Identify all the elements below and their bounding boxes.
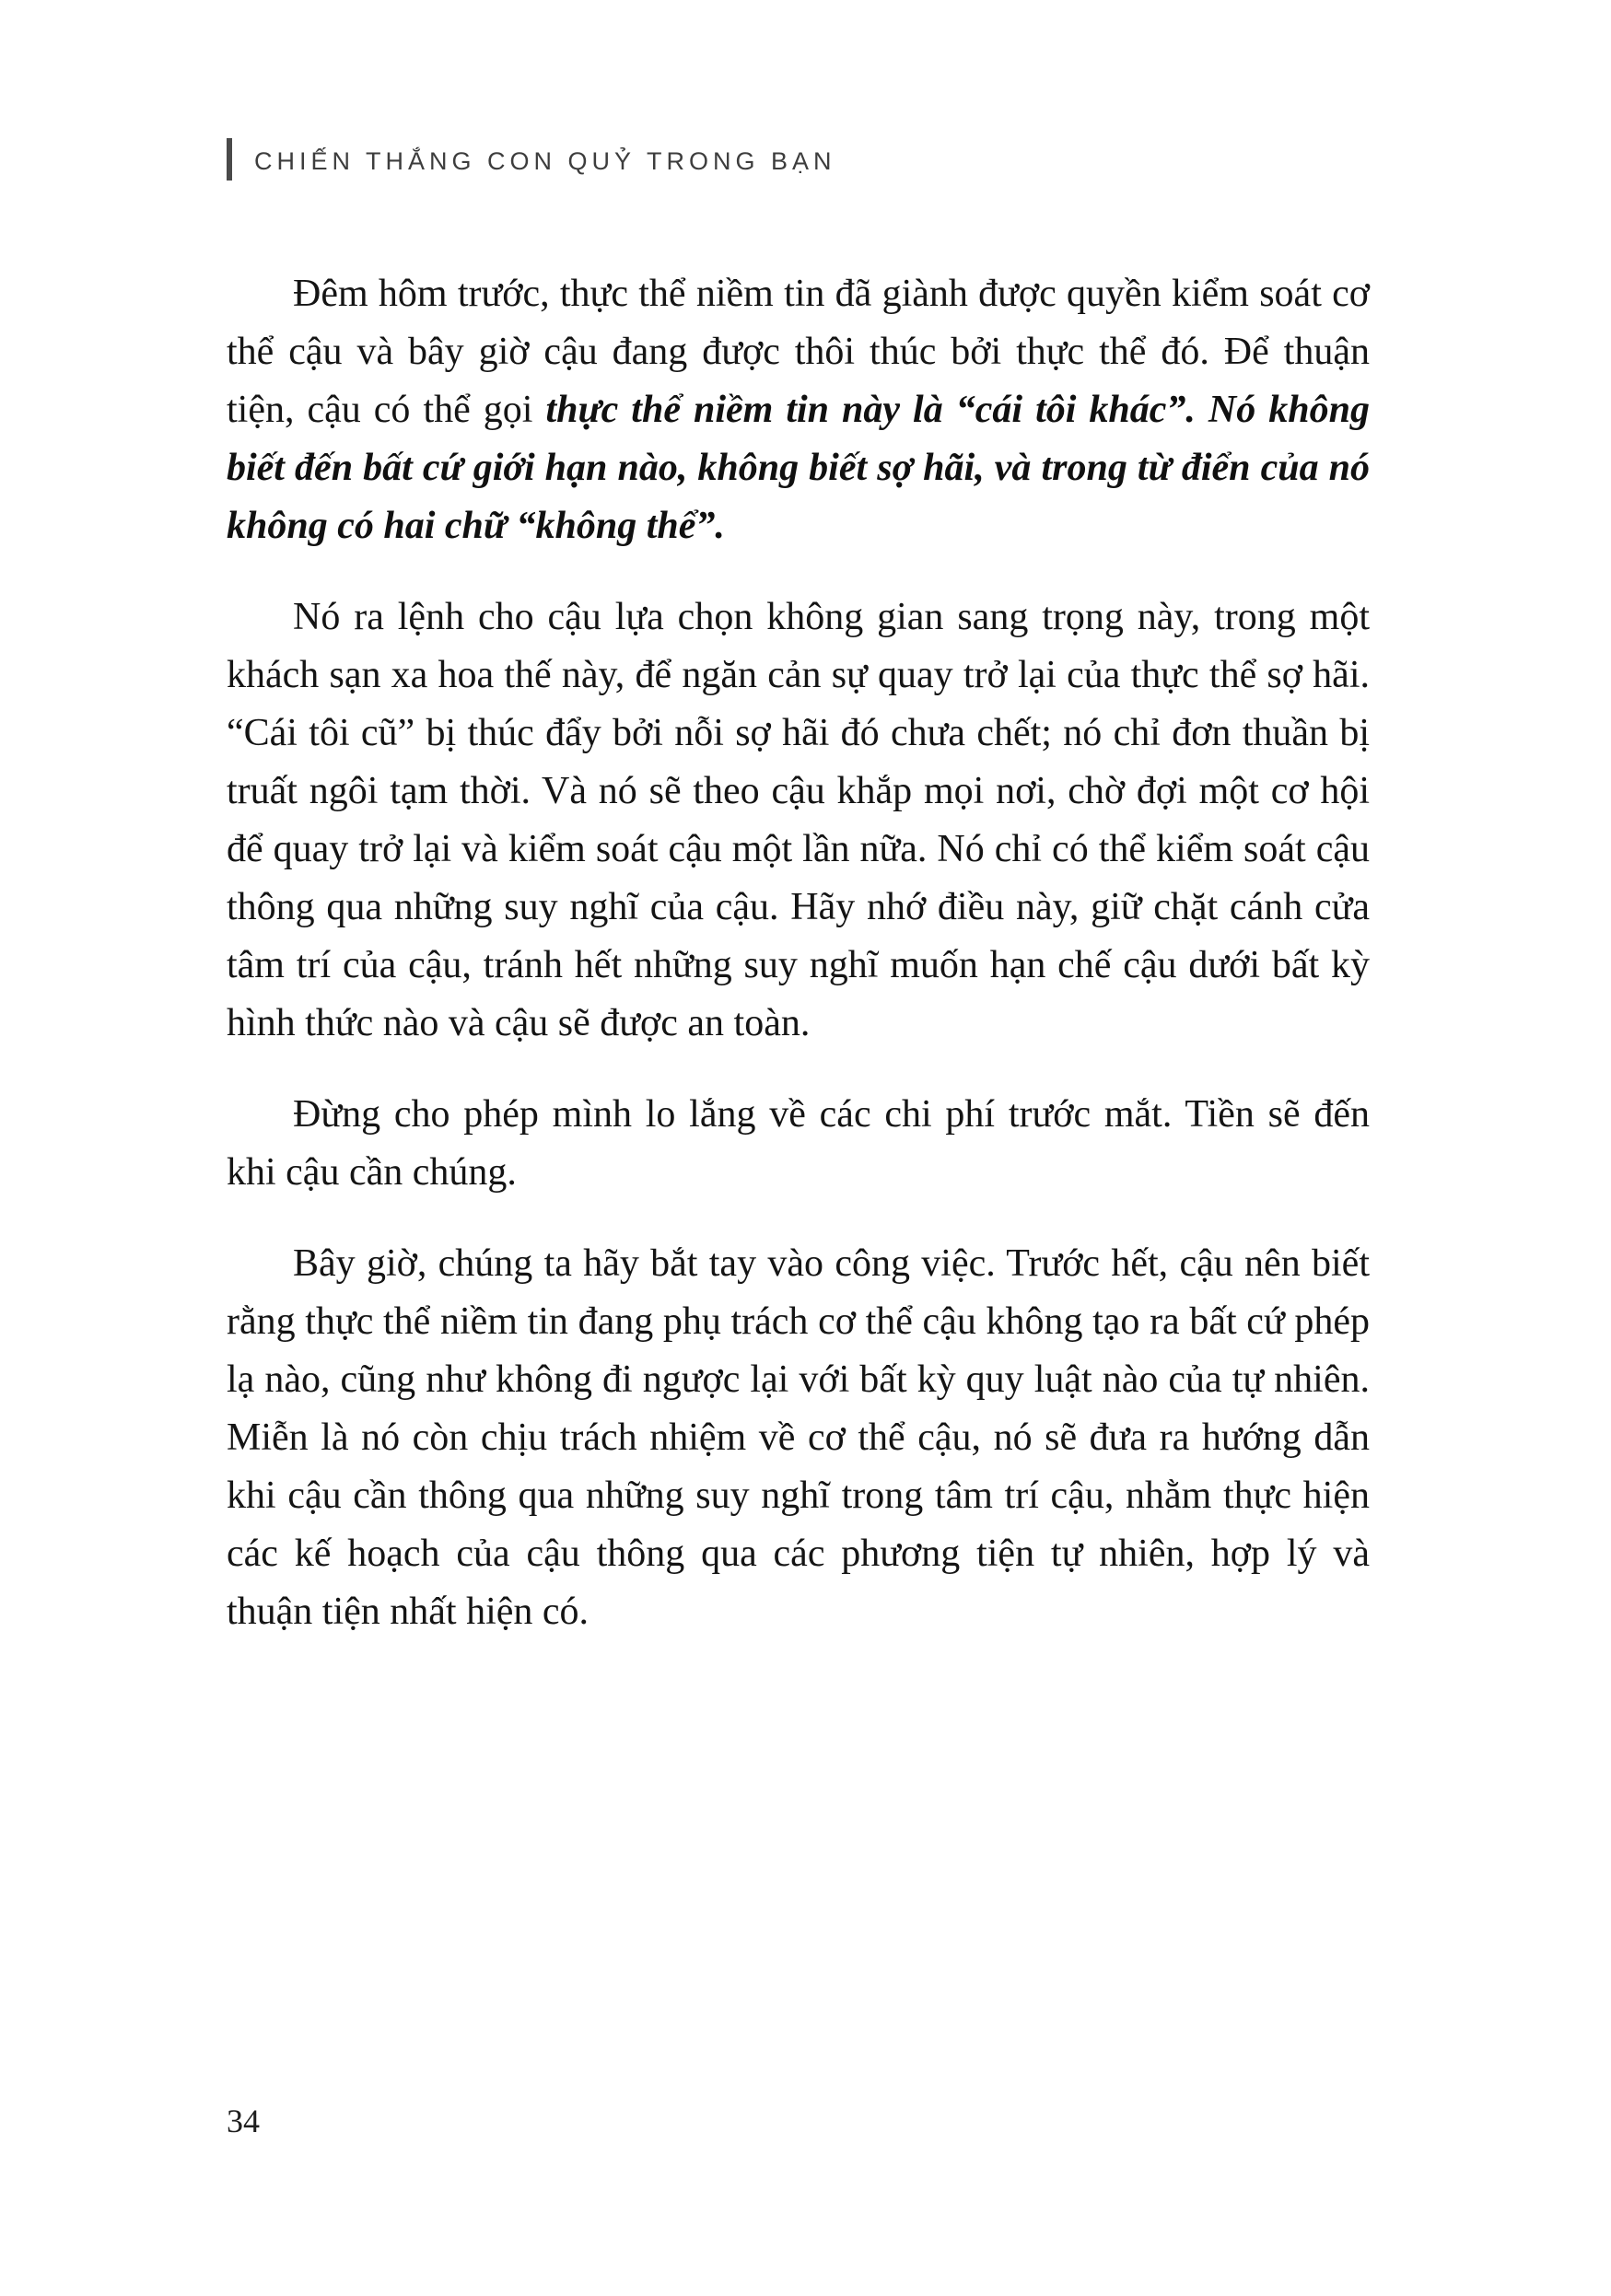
paragraph-4-text: Bây giờ, chúng ta hãy bắt tay vào công việc. Trước hết, cậu nên biết rằng thực thể niềm tin đang phụ trách cơ thể cậu không tạo ra bất cứ phép lạ nào, cũng như không đi ngược lại với bất kỳ quy luật nào của tự nhiên. Miễn là nó còn chịu trách nhiệm về cơ thể cậu, nó sẽ đưa ra hướng dẫn khi cậu cần thông qua những suy nghĩ trong tâm trí cậu, nhằm thực hiện các kế hoạch của cậu thông qua các phương tiện tự nhiên, hợp lý và thuận tiện nhất hiện có. <box>227 1242 1370 1633</box>
paragraph-1 <box>227 265 1370 555</box>
running-head-bar <box>227 138 232 181</box>
paragraph-4 <box>227 1235 1370 1641</box>
paragraph-1-normal-run: Đêm hôm trước, thực thể niềm tin đã giành được quyền kiểm soát cơ thể cậu và bây giờ cậu đang được thôi thúc bởi thực thể đó. Để thuận tiện, cậu có thể gọi <box>227 273 1370 431</box>
paragraph-1-bold-italic-run: thực thể niềm tin này là “cái tôi khác”. Nó không biết đến bất cứ giới hạn nào, không biết sợ hãi, và trong từ điển của nó không có hai chữ “không thể”. <box>227 389 1370 547</box>
paragraph-3-text: Đừng cho phép mình lo lắng về các chi phí trước mắt. Tiền sẽ đến khi cậu cần chúng. <box>227 1093 1370 1194</box>
body-text <box>227 265 1370 1641</box>
running-head-title: CHIẾN THẮNG CON QUỶ TRONG BẠN <box>254 146 836 175</box>
running-head <box>227 138 1370 181</box>
paragraph-3 <box>227 1086 1370 1202</box>
page-number: 34 <box>227 2103 260 2139</box>
paragraph-2-text: Nó ra lệnh cho cậu lựa chọn không gian sang trọng này, trong một khách sạn xa hoa thế này, để ngăn cản sự quay trở lại của thực thể sợ hãi. “Cái tôi cũ” bị thúc đẩy bởi nỗi sợ hãi đó chưa chết; nó chỉ đơn thuần bị truất ngôi tạm thời. Và nó sẽ theo cậu khắp mọi nơi, chờ đợi một cơ hội để quay trở lại và kiểm soát cậu một lần nữa. Nó chỉ có thể kiểm soát cậu thông qua những suy nghĩ của cậu. Hãy nhớ điều này, giữ chặt cánh cửa tâm trí của cậu, tránh hết những suy nghĩ muốn hạn chế cậu dưới bất kỳ hình thức nào và cậu sẽ được an toàn. <box>227 596 1370 1044</box>
paragraph-2 <box>227 589 1370 1053</box>
